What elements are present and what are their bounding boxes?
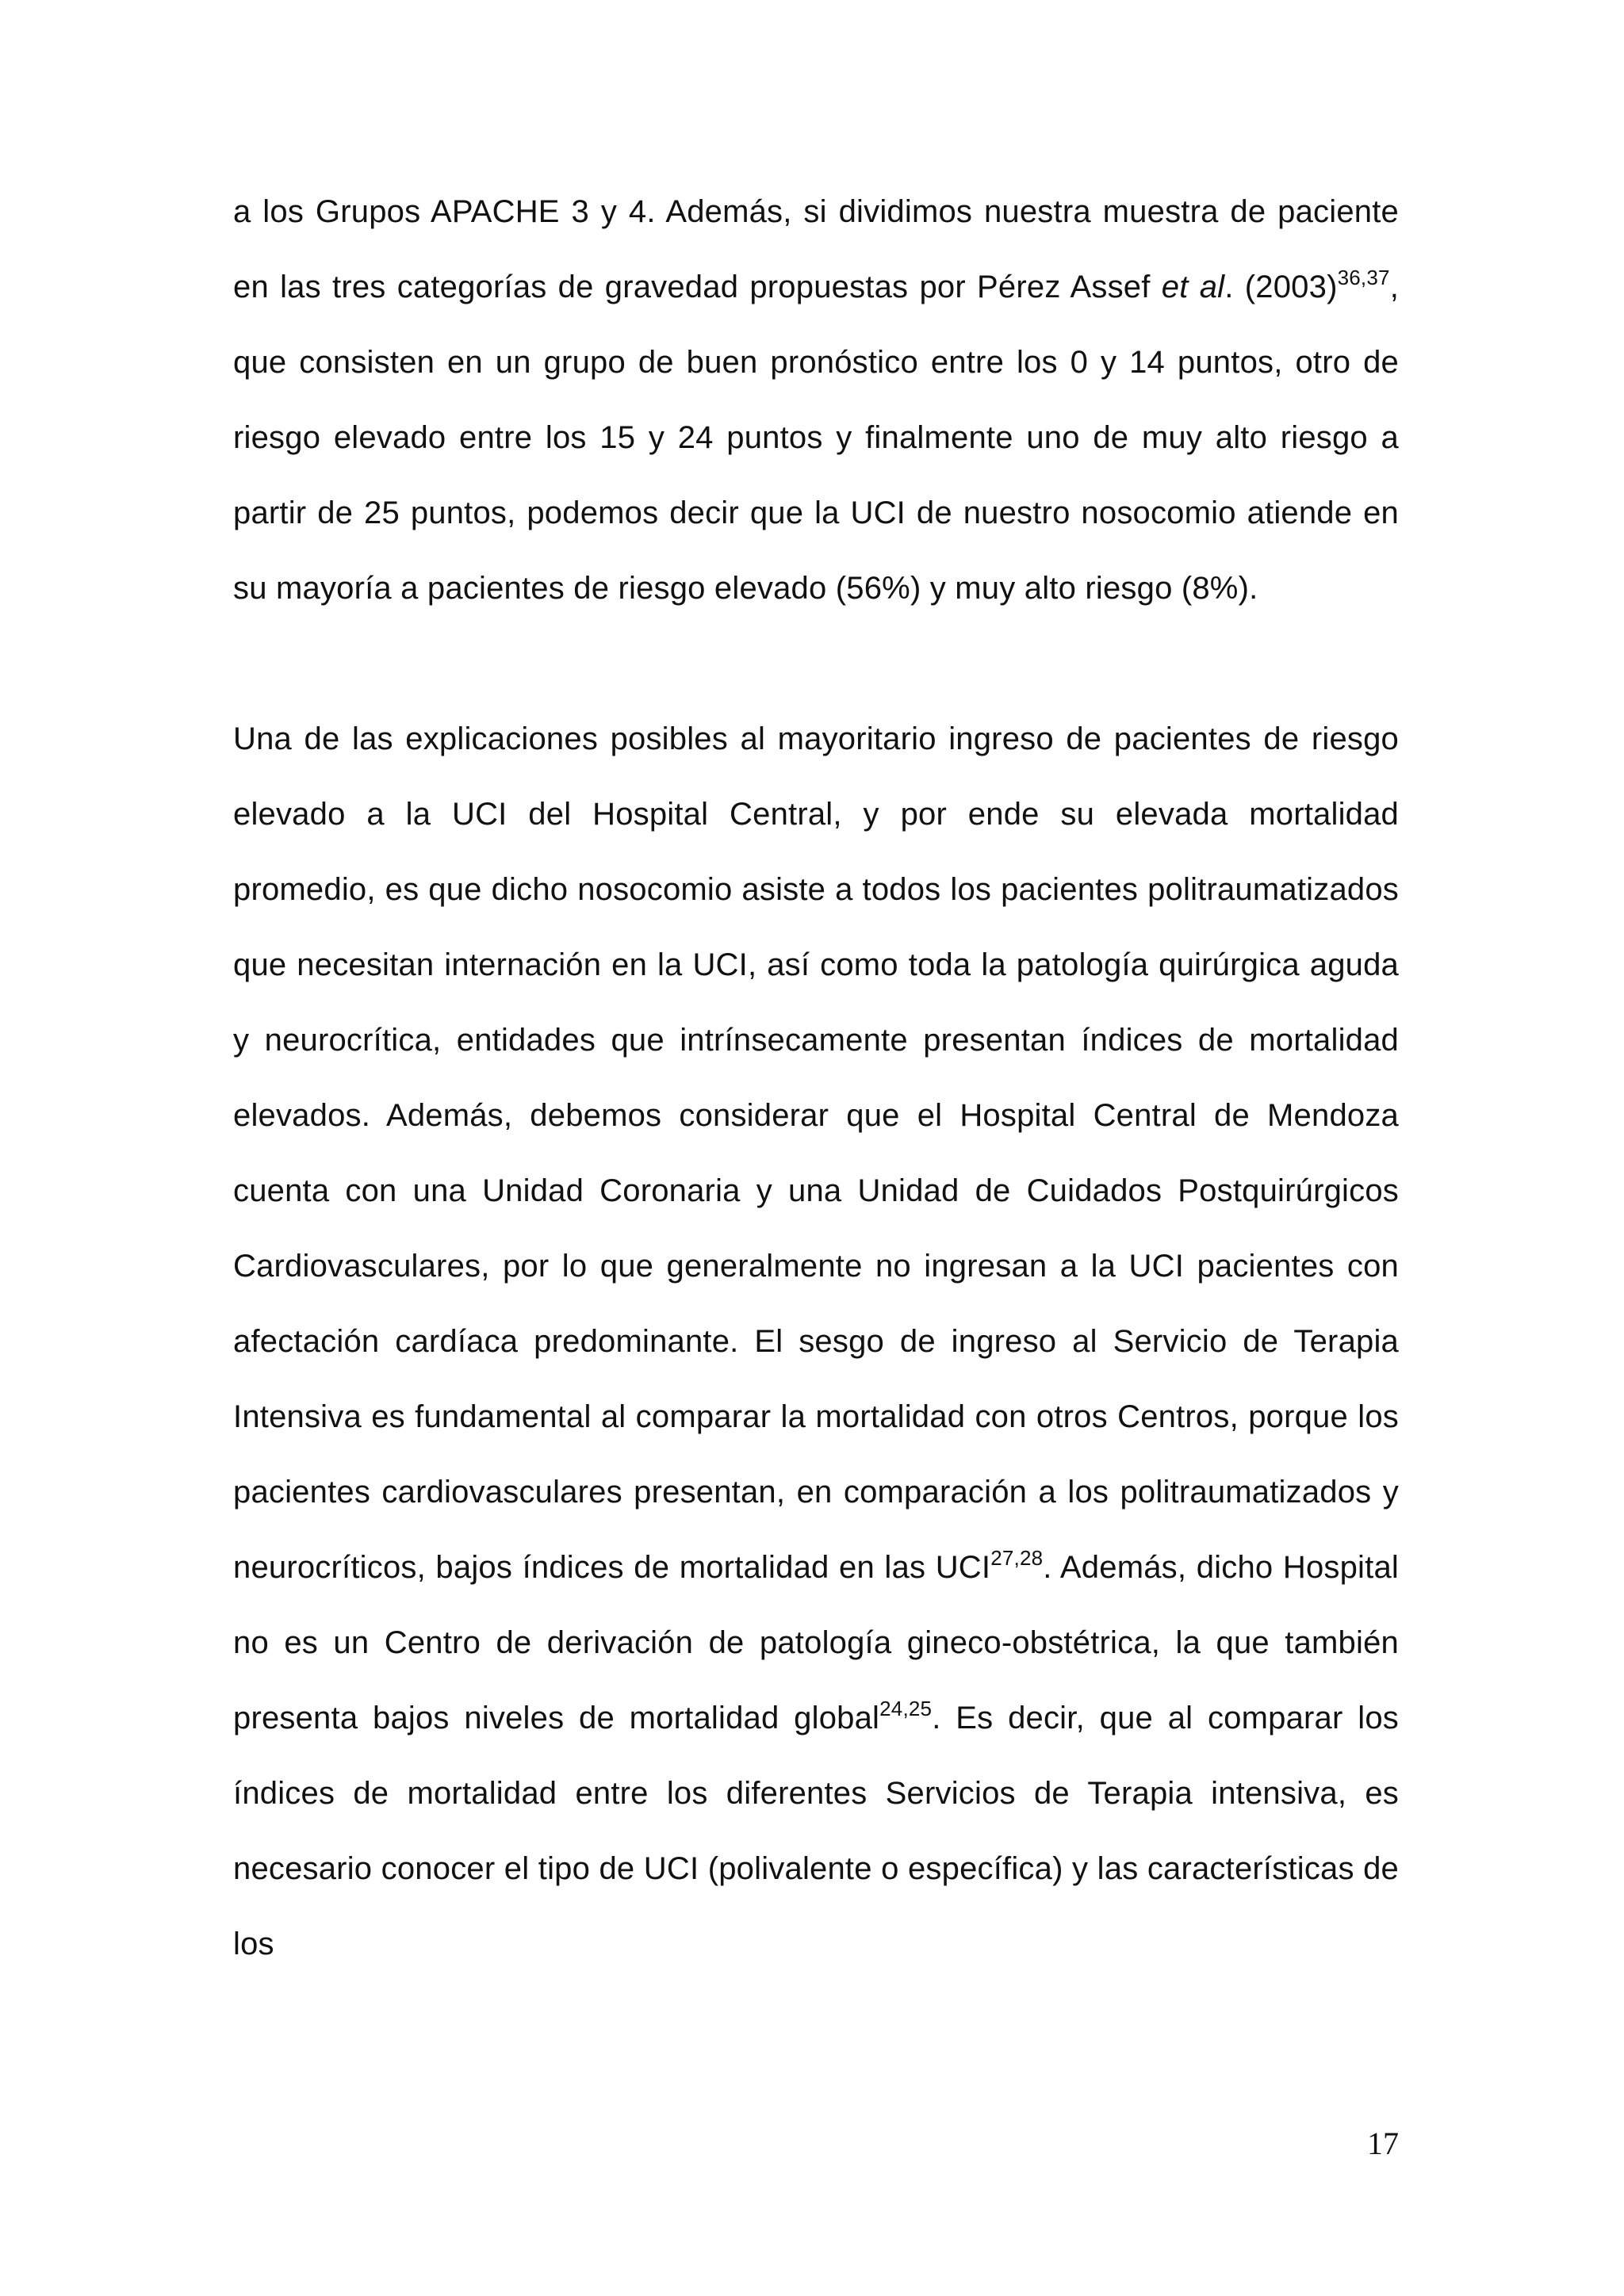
- paragraph-2-citation-1: 27,28: [990, 1545, 1044, 1570]
- paragraph-2: [233, 702, 1399, 1982]
- paragraph-1-citation-1: 36,37: [1337, 265, 1390, 289]
- paragraph-1-text: [233, 174, 1399, 626]
- paragraph-1-italic-etal: et al: [1161, 270, 1225, 304]
- paragraph-1: [233, 174, 1399, 626]
- paragraph-2-segment-3: . Es decir, que al comparar los índices de mortalidad entre los diferentes Servicios de Terapia intensiva, es necesario conocer el tipo de UCI (polivalente o específica) y las características de los: [233, 1701, 1399, 1961]
- paragraph-1-segment-2: . (2003): [1224, 270, 1338, 304]
- paragraph-1-segment-1: a los Grupos APACHE 3 y 4. Además, si dividimos nuestra muestra de paciente en las tres categorías de gravedad propuestas por Pérez Assef: [233, 194, 1399, 304]
- paragraph-2-citation-2: 24,25: [879, 1696, 933, 1720]
- page-number: 17: [1367, 2126, 1399, 2161]
- paragraph-2-segment-1: Una de las explicaciones posibles al mayoritario ingreso de pacientes de riesgo elevado a la UCI del Hospital Central, y por ende su elevada mortalidad promedio, es que dicho nosocomio asiste a todos los pacientes politraumatizados que necesitan internación en la UCI, así como toda la patología quirúrgica aguda y neurocrítica, entidades que intrínsecamente presentan índices de mortalidad elevados. Además, debemos considerar que el Hospital Central de Mendoza cuenta con una Unidad Coronaria y una Unidad de Cuidados Postquirúrgicos Cardiovasculares, por lo que generalmente no ingresan a la UCI pacientes con afectación cardíaca predominante. El sesgo de ingreso al Servicio de Terapia Intensiva es fundamental al comparar la mortalidad con otros Centros, porque los pacientes cardiovasculares presentan, en comparación a los politraumatizados y neurocríticos, bajos índices de mortalidad en las UCI: [233, 721, 1399, 1585]
- paragraph-2-segment-2: . Además, dicho Hospital no es un Centro de derivación de patología gineco-obstétrica, la que también presenta bajos niveles de mortalidad global: [233, 1550, 1399, 1735]
- paragraph-1-segment-3: , que consisten en un grupo de buen pronóstico entre los 0 y 14 puntos, otro de riesgo elevado entre los 15 y 24 puntos y finalmente uno de muy alto riesgo a partir de 25 puntos, podemos decir que la UCI de nuestro nosocomio atiende en su mayoría a pacientes de riesgo elevado (56%) y muy alto riesgo (8%).: [233, 270, 1400, 606]
- paragraph-2-text: [233, 702, 1399, 1982]
